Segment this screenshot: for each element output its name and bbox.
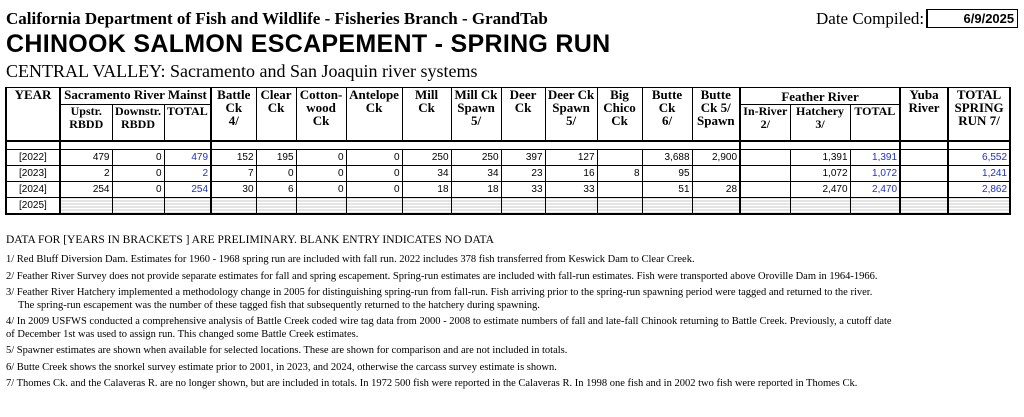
footnote-4: 4/ In 2009 USFWS conducted a comprehensive analysis of Battle Creek coded wire tag data from 2000 - 2008 to estimate numbers of fall and late-fall Chinook returning to Battle Creek. Previously, a cutoff date of December 1st was used to assign run. This changed some Battle Creek estimates. [6,316,892,340]
table-row [6,165,1010,181]
cell-feather-inriver [740,181,790,197]
preliminary-data-note: DATA FOR [YEARS IN BRACKETS ] ARE PRELIMINARY. BLANK ENTRY INDICATES NO DATA [6,234,494,246]
report-subtitle: CENTRAL VALLEY: Sacramento and San Joaquin river systems [6,61,478,81]
cell-antelope: 0 [346,149,402,165]
cell-battle: 30 [211,181,256,197]
header-sac-upstr: Upstr. RBDD [60,105,112,141]
header-sac-downstr: Downstr. RBDD [112,105,164,141]
cell-mill: 18 [402,181,451,197]
cell-mill-spawn: 250 [451,149,501,165]
cell-antelope [346,197,402,214]
cell-cotton: 0 [296,149,346,165]
table-row [6,197,1010,214]
cell-sac-upstr [60,197,112,214]
header-butte-spawn: Butte Ck 5/ Spawn [692,88,740,141]
header-sacramento-group: Sacramento River Mainst [60,88,211,105]
cell-mill-spawn: 34 [451,165,501,181]
cell-sac-upstr: 2 [60,165,112,181]
header-sac-total: TOTAL [164,105,211,141]
footnote-6: 6/ Butte Creek shows the snorkel survey estimate prior to 2001, in 2023, and 2024, otherwise the carcass survey estimate is shown. [6,361,557,373]
date-compiled [816,9,1018,29]
cell-year: [2025] [6,197,60,214]
cell-butte-spawn [692,197,740,214]
footnote-5: 5/ Spawner estimates are shown when available for selected locations. These are shown for comparison and are not included in totals. [6,345,568,356]
footnote-7: 7/ Thomes Ck. and the Calaveras R. are no longer shown, but are included in totals. In 1972 500 fish were reported in the Calaveras R. In 1998 one fish and in 2002 two fish were reported in Thomes Ck. [6,378,858,389]
cell-butte: 95 [642,165,692,181]
cell-feather-total: 1,072 [850,165,900,181]
cell-mill-spawn [451,197,501,214]
cell-total [948,197,1010,214]
cell-year: [2023] [6,165,60,181]
header-feather-hatchery: Hatchery 3/ [790,105,850,141]
cell-sac-upstr: 479 [60,149,112,165]
cell-deer [501,197,545,214]
footnote-2: 2/ Feather River Survey does not provide separate estimates for fall and spring escapement. Spring-run estimates are included with fall-run estimates. Fish were transported above Oroville Dam in 1964-1966. [6,270,878,282]
header-battle: Battle Ck 4/ [211,88,256,141]
cell-big-chico [597,181,642,197]
cell-feather-total: 1,391 [850,149,900,165]
cell-year: [2022] [6,149,60,165]
cell-feather-hatchery: 1,072 [790,165,850,181]
cell-mill [402,197,451,214]
header-feather-total: TOTAL [850,105,900,141]
cell-butte-spawn [692,165,740,181]
cell-sac-total: 2 [164,165,211,181]
cell-feather-total: 2,470 [850,181,900,197]
cell-butte-spawn: 2,900 [692,149,740,165]
cell-battle: 7 [211,165,256,181]
footnote-3: 3/ Feather River Hatchery implemented a methodology change in 2005 for distinguishing spring-run from fall-run. Fish arriving prior to the spring-run spawning period were tagged and returned to the river. The spring-run escapement was the number of these tagged fish that subsequently returned to the hatchery during spawning. [6,287,873,311]
cell-cotton: 0 [296,165,346,181]
table-row [6,149,1010,165]
cell-deer: 33 [501,181,545,197]
header-big-chico: Big Chico Ck [597,88,642,141]
report-title-agency: California Department of Fish and Wildlife - Fisheries Branch - GrandTab [6,9,548,28]
header-yuba: Yuba River [900,88,948,141]
cell-clear: 6 [256,181,296,197]
cell-clear: 195 [256,149,296,165]
escapement-table [5,87,1011,215]
cell-butte [642,197,692,214]
cell-battle: 152 [211,149,256,165]
footnote-1: 1/ Red Bluff Diversion Dam. Estimates for 1960 - 1968 spring run are included with fall run. 2022 includes 378 fish transferred from Keswick Dam to Clear Creek. [6,254,695,265]
header-mill: Mill Ck [402,88,451,141]
header-antelope: Antelope Ck [346,88,402,141]
cell-sac-downstr: 0 [112,181,164,197]
cell-mill: 250 [402,149,451,165]
header-total-spring-run: TOTAL SPRING RUN 7/ [948,88,1010,141]
date-compiled-label: Date Compiled: [816,9,925,28]
cell-feather-hatchery [790,197,850,214]
header-butte: Butte Ck 6/ [642,88,692,141]
cell-deer-spawn: 16 [545,165,597,181]
cell-big-chico: 8 [597,165,642,181]
cell-total: 6,552 [948,149,1010,165]
cell-total: 2,862 [948,181,1010,197]
cell-big-chico [597,149,642,165]
cell-antelope: 0 [346,165,402,181]
cell-feather-hatchery: 2,470 [790,181,850,197]
cell-deer: 397 [501,149,545,165]
cell-sac-upstr: 254 [60,181,112,197]
cell-yuba [900,149,948,165]
header-feather-group: Feather River [740,88,900,105]
cell-sac-total: 254 [164,181,211,197]
cell-clear [256,197,296,214]
header-cottonwood: Cotton- wood Ck [296,88,346,141]
cell-yuba [900,197,948,214]
cell-deer-spawn: 33 [545,181,597,197]
cell-deer: 23 [501,165,545,181]
header-clear: Clear Ck [256,88,296,141]
cell-deer-spawn: 127 [545,149,597,165]
cell-clear: 0 [256,165,296,181]
table-row [6,181,1010,197]
cell-feather-total [850,197,900,214]
cell-sac-downstr: 0 [112,149,164,165]
cell-deer-spawn [545,197,597,214]
cell-mill: 34 [402,165,451,181]
table-header-spacer [6,141,1010,150]
header-feather-inriver: In-River 2/ [740,105,790,141]
cell-sac-total: 479 [164,149,211,165]
cell-yuba [900,181,948,197]
cell-big-chico [597,197,642,214]
header-deer: Deer Ck [501,88,545,141]
cell-year: [2024] [6,181,60,197]
header-deer-spawn: Deer Ck Spawn 5/ [545,88,597,141]
cell-total: 1,241 [948,165,1010,181]
cell-sac-total [164,197,211,214]
cell-sac-downstr [112,197,164,214]
cell-feather-inriver [740,197,790,214]
cell-antelope: 0 [346,181,402,197]
cell-mill-spawn: 18 [451,181,501,197]
cell-cotton [296,197,346,214]
cell-butte: 3,688 [642,149,692,165]
cell-yuba [900,165,948,181]
cell-cotton: 0 [296,181,346,197]
cell-butte: 51 [642,181,692,197]
header-mill-spawn: Mill Ck Spawn 5/ [451,88,501,141]
cell-butte-spawn: 28 [692,181,740,197]
report-title-main: CHINOOK SALMON ESCAPEMENT - SPRING RUN [6,30,611,58]
header-year: YEAR [6,88,60,141]
cell-sac-downstr: 0 [112,165,164,181]
footnotes [6,254,1016,395]
date-compiled-value: 6/9/2025 [926,9,1018,28]
cell-feather-inriver [740,165,790,181]
cell-feather-hatchery: 1,391 [790,149,850,165]
cell-battle [211,197,256,214]
cell-feather-inriver [740,149,790,165]
